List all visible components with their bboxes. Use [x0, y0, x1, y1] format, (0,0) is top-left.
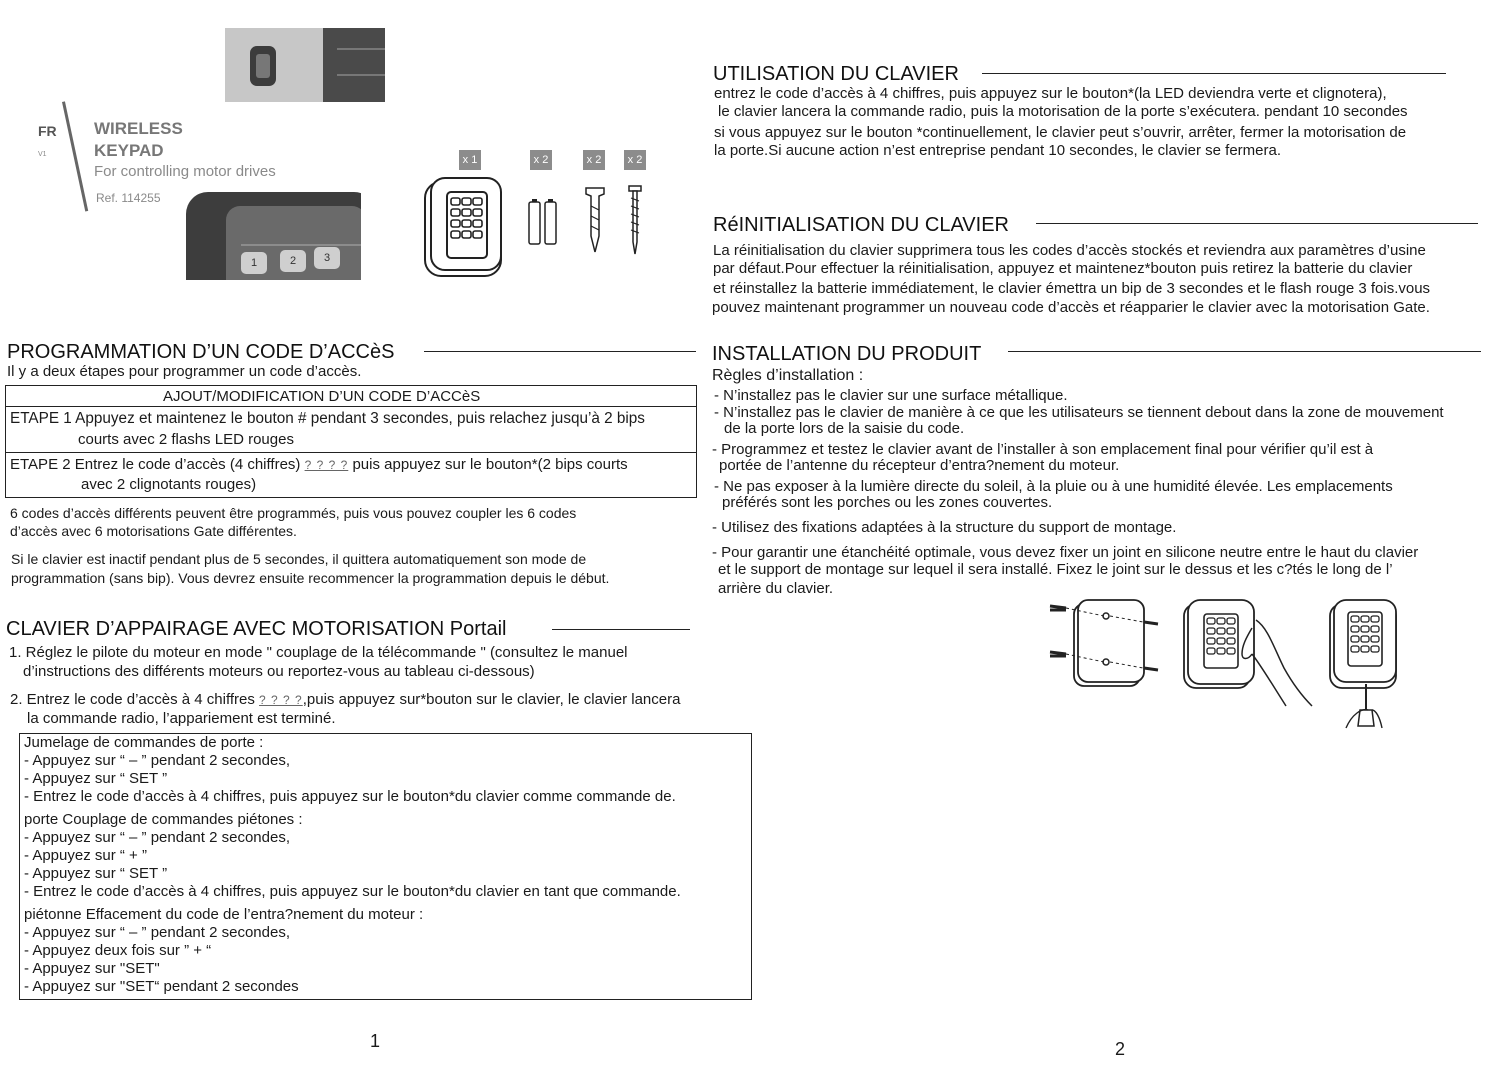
box-line-1: Jumelage de commandes de porte :	[24, 734, 264, 751]
keypad-key-3: 3	[314, 247, 340, 269]
table-step1-line1: ETAPE 1 Appuyez et maintenez le bouton # pendant 3 secondes, puis relachez jusqu’à 2 bips	[10, 410, 645, 427]
note2-line1: Si le clavier est inactif pendant plus de 5 secondes, il quittera automatiquement son mode de	[11, 551, 587, 567]
box-line-7: - Appuyez sur “ + ”	[24, 847, 147, 864]
reset-line-2: par défaut.Pour effectuer la réinitialisation, appuyez et maintenez*bouton puis retirez la batterie du clavier	[713, 260, 1413, 277]
install-heading: INSTALLATION DU PRODUIT	[712, 343, 982, 365]
screw-icon	[626, 184, 644, 256]
box-line-2: - Appuyez sur “ – ” pendant 2 secondes,	[24, 752, 290, 769]
pairing-step1-line1: 1. Réglez le pilote du moteur en mode " couplage de la télécommande " (consultez le manuel	[9, 644, 628, 661]
wall-plug-icon	[582, 186, 608, 256]
pairing-heading: CLAVIER D’APPAIRAGE AVEC MOTORISATION Portail	[6, 618, 507, 640]
box-line-9: - Entrez le code d’accès à 4 chiffres, puis appuyez sur le bouton*du clavier en tant que commande.	[24, 883, 681, 900]
installation-diagram	[1046, 598, 1406, 733]
box-line-10: piétonne Effacement du code de l’entra?nement du moteur :	[24, 906, 424, 923]
box-line-12: - Appuyez deux fois sur ” + “	[24, 942, 212, 959]
programming-heading-rule	[424, 351, 696, 352]
install-rule-2-line-2: de la porte lors de la saisie du code.	[724, 420, 965, 437]
install-rule-3-line-2: portée de l’antenne du récepteur d’entra?nement du moteur.	[719, 457, 1120, 474]
install-rule-1: - N’installez pas le clavier sur une surface métallique.	[714, 387, 1068, 404]
reset-heading: RéINITIALISATION DU CLAVIER	[713, 214, 1009, 236]
qty-badge-battery: x 2	[530, 150, 552, 170]
pairing-step2-line2: la commande radio, l’appariement est terminé.	[27, 710, 336, 727]
note2-line2: programmation (sans bip). Vous devrez ensuite recommencer la programmation depuis le début.	[11, 570, 610, 586]
keypad-key-1: 1	[241, 252, 267, 274]
install-rule-4-line-1: - Ne pas exposer à la lumière directe du soleil, à la pluie ou à une humidité élevée. Les emplacements	[714, 478, 1393, 495]
battery-icon	[526, 198, 560, 246]
usage-line-1: entrez le code d’accès à 4 chiffres, puis appuyez sur le bouton*(la LED deviendra verte et clignotera),	[714, 85, 1387, 102]
install-rule-3-line-1: - Programmez et testez le clavier avant de l’installer à son emplacement final pour vérifier qu’il est à	[712, 441, 1374, 458]
product-title-1: WIRELESS	[94, 119, 183, 138]
install-rule-2-line-1: - N’installez pas le clavier de manière à ce que les utilisateurs se tiennent debout dans la zone de mouvement	[714, 404, 1444, 421]
version-label: V1	[38, 151, 47, 158]
box-line-6: - Appuyez sur “ – ” pendant 2 secondes,	[24, 829, 290, 846]
wall-photo	[225, 28, 385, 102]
box-line-11: - Appuyez sur “ – ” pendant 2 secondes,	[24, 924, 290, 941]
cover-divider	[62, 101, 88, 211]
keypad-screwdriver-icon	[1330, 600, 1396, 728]
box-line-5: porte Couplage de commandes piétones :	[24, 811, 303, 828]
keypad-hand-icon	[1184, 600, 1312, 706]
star-icon: *	[448, 788, 455, 805]
product-subtitle: For controlling motor drives	[94, 163, 276, 180]
usage-line-4: la porte.Si aucune action n’est entreprise pendant 10 secondes, le clavier se fermera.	[714, 142, 1281, 159]
box-line-14: - Appuyez sur "SET“ pendant 2 secondes	[24, 978, 299, 995]
backplate-icon	[1050, 600, 1158, 686]
keypad-photo	[186, 192, 361, 280]
reset-line-3: et réinstallez la batterie immédiatement, le clavier émettra un bip de 3 secondes et le flash rouge 3 fois.vous	[713, 280, 1431, 297]
product-title-2: KEYPAD	[94, 141, 164, 160]
reset-line-1: La réinitialisation du clavier supprimera tous les codes d’accès stockés et reviendra aux paramètres d’usine	[713, 242, 1426, 259]
install-rule-6-line-1: - Pour garantir une étanchéité optimale, vous devez fixer un joint en silicone neutre entre le haut du clavier	[712, 544, 1419, 561]
install-rule-6-line-2: et le support de montage sur lequel il sera installé. Fixez le joint sur le dessus et les c?tés le long de l’	[718, 561, 1393, 578]
box-line-8: - Appuyez sur “ SET ”	[24, 865, 168, 882]
star-icon: *	[448, 883, 455, 900]
keypad-key-2: 2	[280, 250, 306, 272]
note1-line1: 6 codes d’accès différents peuvent être programmés, puis vous pouvez coupler les 6 codes	[10, 505, 577, 521]
install-rules-title: Règles d’installation :	[712, 367, 864, 384]
note1-line2: d’accès avec 6 motorisations Gate différentes.	[10, 523, 297, 539]
programming-intro: Il y a deux étapes pour programmer un code d’accès.	[7, 363, 362, 380]
table-step1-line2: courts avec 2 flashs LED rouges	[78, 431, 294, 448]
pairing-step2-line1: 2. Entrez le code d’accès à 4 chiffres ? ? ? ?,puis appuyez sur*bouton sur le clavier, le clavier lancera	[10, 691, 681, 708]
table-header: AJOUT/MODIFICATION D’UN CODE D’ACCèS	[163, 388, 481, 405]
programming-heading: PROGRAMMATION D’UN CODE D’ACCèS	[7, 341, 395, 363]
usage-heading-rule	[982, 73, 1446, 74]
pairing-heading-rule	[552, 629, 690, 630]
qty-badge-keypad: x 1	[459, 150, 481, 170]
table-step2-line2: avec 2 clignotants rouges)	[81, 476, 257, 493]
install-rule-5: - Utilisez des fixations adaptées à la structure du support de montage.	[712, 519, 1177, 536]
box-line-3: - Appuyez sur “ SET ”	[24, 770, 168, 787]
install-rule-4-line-2: préférés sont les porches ou les zones couvertes.	[722, 494, 1053, 511]
qty-badge-screw: x 2	[624, 150, 646, 170]
box-line-4: - Entrez le code d’accès à 4 chiffres, puis appuyez sur le bouton*du clavier comme commande de.	[24, 788, 676, 805]
qty-badge-plug: x 2	[583, 150, 605, 170]
pairing-step1-line2: d’instructions des différents moteurs ou reportez-vous au tableau ci-dessous)	[23, 663, 535, 680]
usage-line-3: si vous appuyez sur le bouton *continuellement, le clavier peut s’ouvrir, arrêter, fermer la motorisation de	[714, 124, 1407, 141]
reset-line-4: pouvez maintenant programmer un nouveau code d’accès et réapparier le clavier avec la motorisation Gate.	[712, 299, 1430, 316]
product-ref: Ref. 114255	[96, 191, 161, 205]
usage-heading: UTILISATION DU CLAVIER	[713, 63, 959, 85]
lang-label: FR	[38, 123, 57, 139]
keypad-icon	[423, 176, 505, 278]
usage-line-2: le clavier lancera la commande radio, puis la motorisation de la porte s’exécutera. pendant 10 secondes	[718, 103, 1408, 120]
install-rule-6-line-3: arrière du clavier.	[718, 580, 834, 597]
table-step2-line1: ETAPE 2 Entrez le code d’accès (4 chiffres) ? ? ? ? puis appuyez sur le bouton*(2 bips courts	[10, 456, 628, 473]
reset-heading-rule	[1036, 223, 1478, 224]
page-number-left: 1	[370, 1031, 381, 1051]
star-icon: *	[916, 124, 923, 141]
page-number-right: 2	[1115, 1039, 1126, 1059]
star-icon: *	[420, 691, 427, 708]
box-line-13: - Appuyez sur "SET"	[24, 960, 160, 977]
star-icon: *	[1128, 85, 1134, 102]
install-heading-rule	[1008, 351, 1481, 352]
star-icon: *	[1144, 260, 1151, 277]
star-icon: *	[531, 456, 538, 473]
